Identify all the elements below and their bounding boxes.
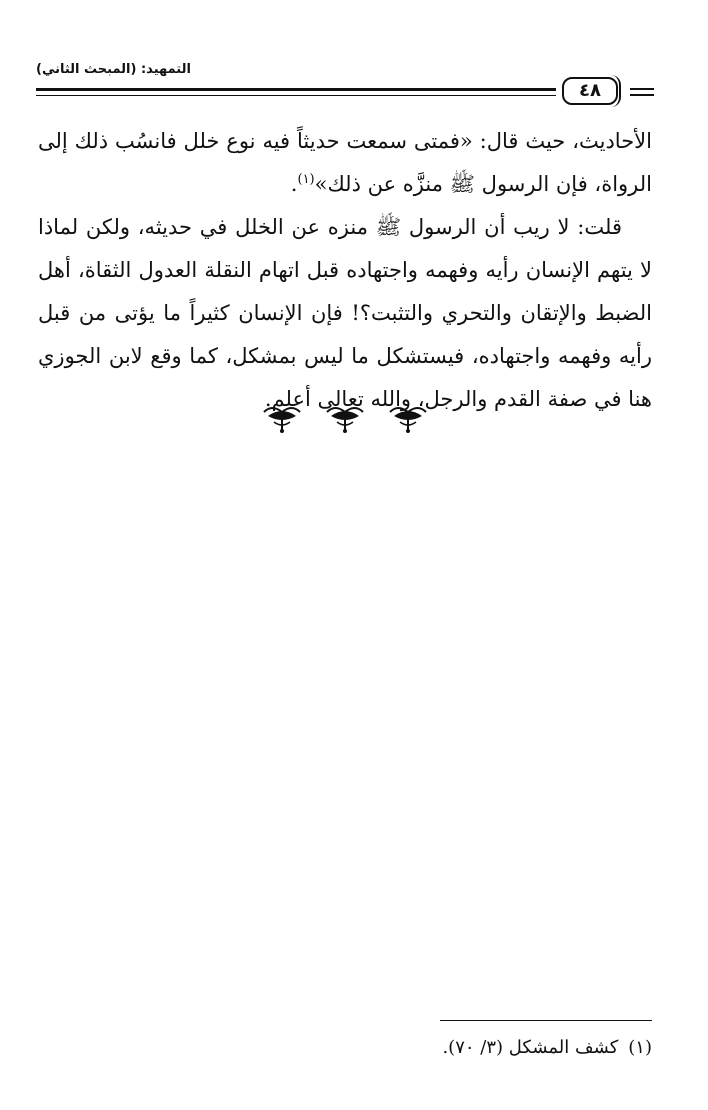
page-number: ٤٨ bbox=[562, 77, 618, 105]
floral-ornament-icon bbox=[260, 402, 304, 434]
paragraph-1 bbox=[38, 120, 652, 206]
footnote-number: (١) bbox=[628, 1037, 652, 1058]
floral-ornament-icon bbox=[386, 402, 430, 434]
running-header bbox=[36, 58, 652, 108]
main-text bbox=[38, 120, 652, 421]
section-ornaments bbox=[260, 402, 430, 434]
header-double-dash bbox=[630, 88, 654, 100]
footnote-text: كشف المشكل (٣/ ٧٠). bbox=[442, 1037, 619, 1058]
paragraph-1-text: الأحاديث، حيث قال: «فمتى سمعت حديثاً فيه نوع خلل فانسُب ذلك إلى الرواة، فإن الرسول ﷺ منزَّه عن ذلك» bbox=[38, 129, 652, 196]
header-rule-thick bbox=[36, 88, 556, 91]
footnote-reference: (١) bbox=[297, 172, 315, 187]
footnote bbox=[442, 1036, 652, 1060]
header-rule-thin bbox=[36, 95, 556, 96]
footnote-divider bbox=[440, 1020, 652, 1021]
paragraph-2: قلت: لا ريب أن الرسول ﷺ منزه عن الخلل في حديثه، ولكن لماذا لا يتهم الإنسان رأيه وفهمه واجتهاده قبل اتهام النقلة العدول الثقاة، أهل الضبط والإتقان والتحري والتثبت؟! فإن الإنسان كثيراً ما يؤتى من قبل رأيه وفهمه واجتهاده، فيستشكل ما ليس بمشكل، كما وقع لابن الجوزي هنا في صفة القدم والرجل، والله تعالى أعلم. bbox=[38, 215, 652, 411]
paragraph-1-end: . bbox=[290, 172, 298, 196]
floral-ornament-icon bbox=[323, 402, 367, 434]
chapter-title: التمهيد: (المبحث الثاني) bbox=[36, 62, 191, 77]
